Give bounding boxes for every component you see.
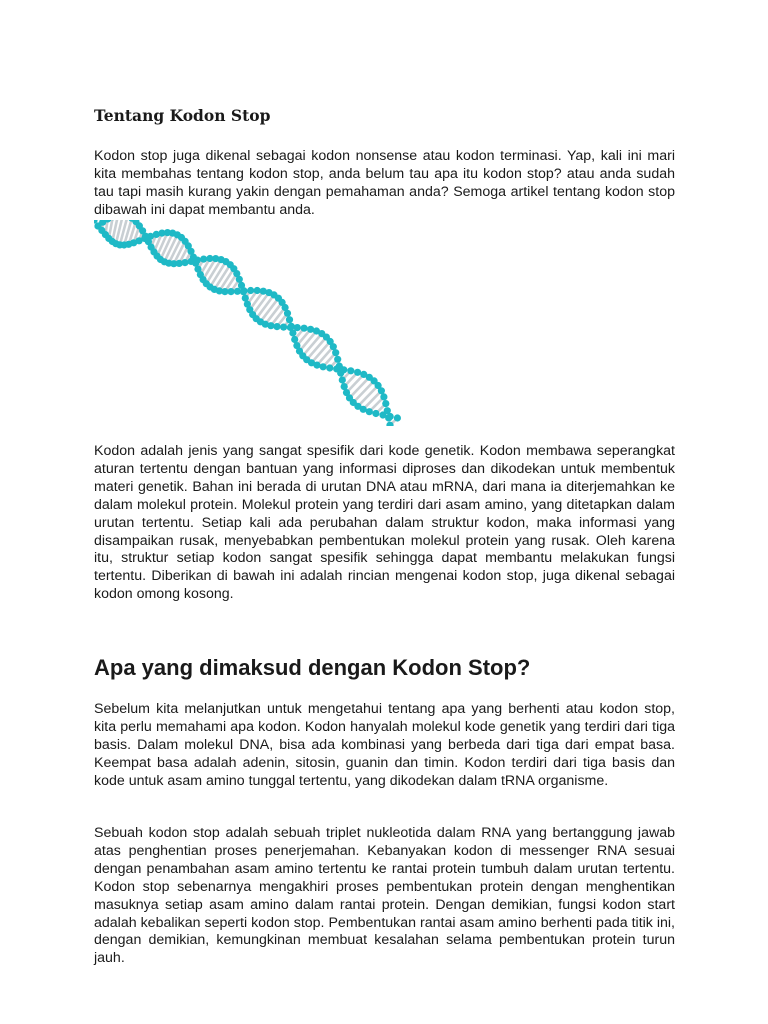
dna-strand-bead: [287, 324, 294, 331]
dna-strand-bead: [326, 364, 333, 371]
dna-strand-bead: [354, 369, 361, 376]
dna-strand-bead: [238, 282, 245, 289]
dna-strand-bead: [347, 367, 354, 374]
dna-strand-bead: [380, 393, 387, 400]
dna-helix-image: [94, 220, 406, 426]
dna-strand-bead: [254, 287, 261, 294]
dna-rung: [317, 347, 333, 365]
dna-strand-bead: [181, 259, 188, 266]
kodon-paragraph: Kodon adalah jenis yang sangat spesifik dari kode genetik. Kodon membawa seperangkat aturan tertentu dengan bantuan yang informasi diproses dan dikodekan untuk membentuk materi genetik. Bahan ini berada di urutan DNA atau mRNA, dari mana ia diterjemahkan ke dalam molekul protein. Molekul protein yang terdiri dari asam amino, yang ditetapkan dalam urutan tertentu. Setiap kali ada perubahan dalam struktur kodon, maka informasi yang disampaikan rusak, menyebabkan pembentukan molekul protein yang rusak. Oleh karena itu, struktur setiap kodon sangat spesifik sehingga dapat membantu melakukan fungsi tertentu. Diberikan di bawah ini adalah rincian mengenai kodon stop, juga dikenal sebagai kodon omong kosong.: [94, 443, 675, 603]
intro-paragraph: Kodon stop juga dikenal sebagai kodon nonsense atau kodon terminasi. Yap, kali ini mari kita membahas tentang kodon stop, anda belum tau apa itu kodon stop? atau anda sudah tau tapi masih kurang yakin dengan pemahaman anda? Semoga artikel tentang kodon stop dibawah ini dapat membantu anda.: [94, 148, 675, 218]
dna-strand-bead: [188, 258, 195, 265]
dna-strand-bead: [337, 370, 344, 377]
dna-strand-bead: [280, 324, 287, 331]
sebelum-paragraph: Sebelum kita melanjutkan untuk mengetahui tentang apa yang berhenti atau kodon stop, kita perlu memahami apa kodon. Kodon hanyalah molekul kode genetik yang terdiri dari tiga basis. Dalam molekul DNA, bisa ada kombinasi yang berbeda dari tiga dari empat basa. Keempat basa adalah adenin, sitosin, guanin dan timin. Kodon terdiri dari tiga basis dan kode untuk asam amino tunggal tertentu, yang dikodekan dalam tRNA organisme.: [94, 701, 675, 789]
dna-strand-bead: [294, 324, 301, 331]
dna-strand-bead: [394, 414, 401, 421]
dna-strand-bead: [313, 362, 320, 369]
dna-strand-bead: [382, 400, 389, 407]
dna-strand-bead: [194, 257, 201, 264]
dna-strand-bead: [242, 295, 249, 302]
dna-rung: [363, 391, 381, 410]
dna-strand-bead: [267, 322, 274, 329]
dna-strand-bead: [372, 410, 379, 417]
section-heading: Apa yang dimaksud dengan Kodon Stop?: [94, 655, 531, 680]
dna-strand-bead: [227, 288, 234, 295]
dna-strand-bead: [273, 323, 280, 330]
dna-strand-bead: [286, 316, 293, 323]
dna-strands: [94, 220, 401, 426]
dna-rung: [347, 374, 364, 392]
dna-strand-bead: [339, 376, 346, 383]
dna-strand-bead: [387, 413, 394, 420]
dna-strand-bead: [247, 287, 254, 294]
dna-strand-bead: [240, 288, 247, 295]
dna-rungs: [94, 220, 397, 425]
dna-strand-bead: [332, 349, 339, 356]
dna-strand-bead: [379, 411, 386, 418]
dna-strand-bead: [334, 356, 341, 363]
dna-strand-bead: [336, 363, 343, 370]
dna-strand-bead: [200, 256, 207, 263]
dna-strand-bead: [320, 363, 327, 370]
document-title: Tentang Kodon Stop: [94, 106, 271, 125]
dna-strand-bead: [366, 408, 373, 415]
dna-strand-bead: [284, 310, 291, 317]
sebuah-paragraph: Sebuah kodon stop adalah sebuah triplet nukleotida dalam RNA yang bertanggung jawab atas penghentian proses penerjemahan. Kebanyakan kodon di messenger RNA sesuai dengan penambahan asam amino tertentu ke rantai protein tumbuh dalam urutan tertentu. Kodon stop sebenarnya mengakhiri proses pembentukan protein dengan menghentikan masuknya setiap asam amino dalam rantai protein. Dengan demikian, fungsi kodon start adalah kebalikan seperti kodon stop. Pembentukan rantai asam amino berhenti pada titik ini, dengan demikian, kemungkinan membuat kesalahan selama pembentukan protein turun jauh.: [94, 825, 675, 967]
dna-strand-bead: [301, 325, 308, 332]
